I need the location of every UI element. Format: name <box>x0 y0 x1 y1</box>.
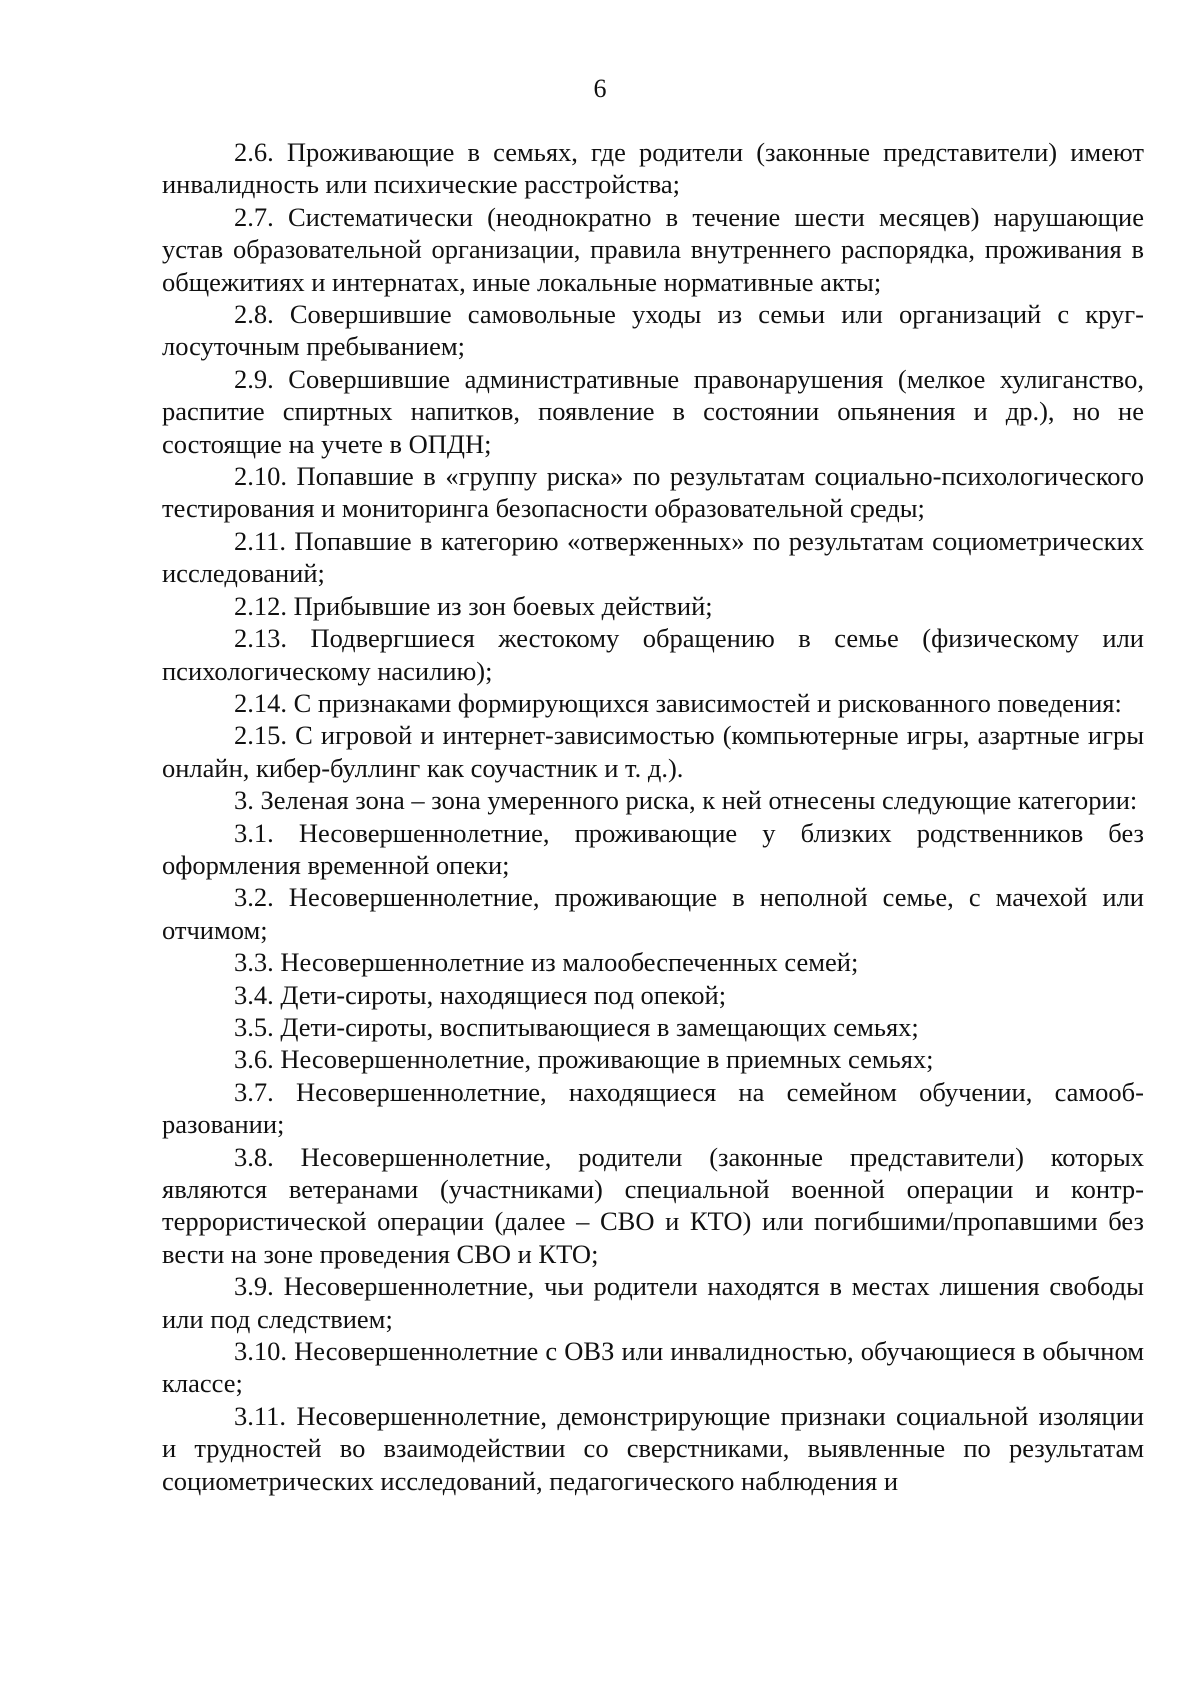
paragraph: 3.4. Дети-сироты, находящиеся под опекой; <box>234 979 727 1010</box>
document-body <box>162 136 1144 1497</box>
page-number: 6 <box>593 74 607 103</box>
paragraph: 3.6. Несовершеннолетние, проживающие в приемных семьях; <box>234 1044 934 1075</box>
paragraph: 2.12. Прибывшие из зон боевых действий; <box>234 590 713 621</box>
paragraph: 2.7. Систематически (неоднократно в течение шести месяцев) нарушающие устав образовательной организации, правила внутреннего распорядка, проживания в общежитиях и интернатах, иные локальные нормативные акты; <box>162 201 1144 297</box>
paragraph: 2.11. Попавшие в категорию «отверженных» по результатам социометрических исследований; <box>162 525 1144 589</box>
paragraph: 3.2. Несовершеннолетние, проживающие в неполной семье, с мачехой или отчимом; <box>162 882 1144 945</box>
paragraph: 3.8. Несовершеннолетние, родители (законные представители) которых являются ветеранами (участниками) специальной военной операции и контртеррористической операции (далее – СВО и КТО) или погибшими/пропавшими без вести на зоне проведения СВО и КТО; <box>162 1141 1144 1269</box>
paragraph: 3. Зеленая зона – зона умеренного риска, к ней отнесены следующие категории: <box>234 785 1138 816</box>
paragraph: 2.15. С игровой и интернет-зависимостью (компьютерные игры, азартные игры онлайн, кибер-буллинг как соучастник и т. д.). <box>162 720 1144 783</box>
paragraph: 2.9. Совершившие административные правонарушения (мелкое хулиганство, распитие спиртных напитков, появление в состоянии опьянения и др.), но не состоящие на учете в ОПДН; <box>162 363 1144 459</box>
paragraph: 3.5. Дети-сироты, воспитывающиеся в замещающих семьях; <box>234 1011 919 1042</box>
paragraph: 2.8. Совершившие самовольные уходы из семьи или организаций с круглосуточным пребыванием; <box>162 299 1144 362</box>
paragraph: 2.10. Попавшие в «группу риска» по результатам социально-психологического тестирования и мониторинга безопасности образовательной среды; <box>162 461 1144 524</box>
paragraph: 2.14. С признаками формирующихся зависимостей и рискованного поведения: <box>234 687 1122 718</box>
paragraph: 3.1. Несовершеннолетние, проживающие у близких родственников без оформления временной опеки; <box>162 817 1144 880</box>
paragraph: 3.10. Несовершеннолетние с ОВЗ или инвалидностью, обучающиеся в обычном классе; <box>162 1336 1144 1399</box>
paragraph: 3.9. Несовершеннолетние, чьи родители находятся в местах лишения свободы или под следствием; <box>162 1271 1144 1334</box>
paragraph: 3.11. Несовершеннолетние, демонстрирующие признаки социальной изоляции и трудностей во взаимодействии со сверстниками, выявленные по результатам социометрических исследований, педагогического наблюдения и <box>162 1400 1144 1496</box>
paragraph: 2.13. Подвергшиеся жестокому обращению в семье (физическому или психологическому насилию); <box>162 623 1144 686</box>
paragraph: 3.3. Несовершеннолетние из малообеспеченных семей; <box>234 947 859 978</box>
paragraph: 3.7. Несовершеннолетние, находящиеся на семейном обучении, самообразовании; <box>162 1076 1144 1140</box>
paragraph: 2.6. Проживающие в семьях, где родители (законные представители) имеют инвалидность или психические расстройства; <box>162 137 1144 200</box>
